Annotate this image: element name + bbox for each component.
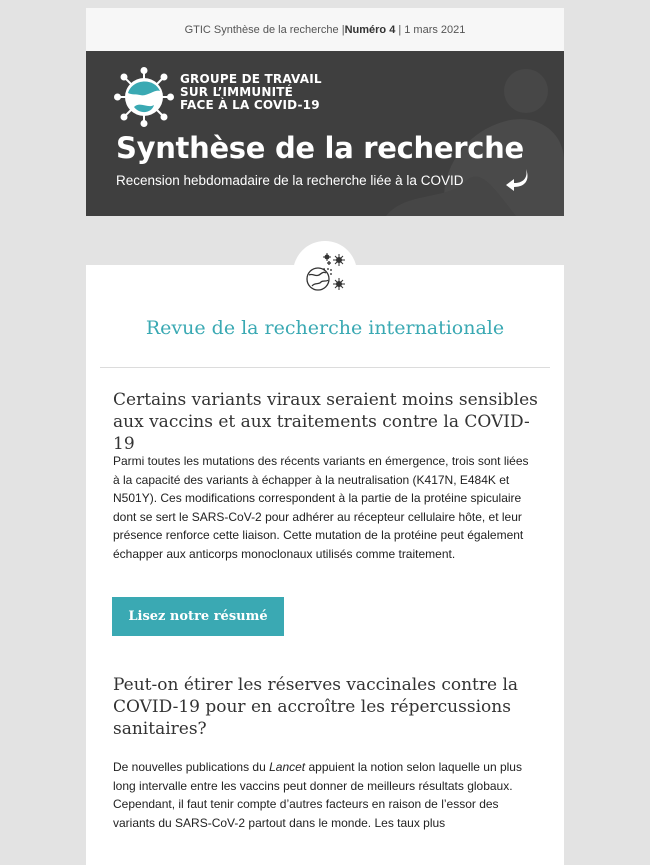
preheader <box>86 8 564 51</box>
header-banner <box>86 51 564 216</box>
article-body <box>113 758 537 832</box>
curved-arrow-icon <box>504 167 530 191</box>
section-title: Revue de la recherche internationale <box>145 317 505 339</box>
read-summary-button[interactable]: Lisez notre résumé <box>112 597 284 636</box>
article-body-text: appuient la notion selon laquelle un plus long intervalle entre les vaccins peut donner de meilleurs résultats globaux. Cependant, il faut tenir compte d’autres facteurs en raison de l’essor des variants du SARS-CoV-2 partout dans le monde. Les taux plus <box>113 760 522 830</box>
preheader-prefix: GTIC Synthèse de la recherche | <box>184 23 345 36</box>
article-body-text: De nouvelles publications du <box>113 760 270 774</box>
article-body: Parmi toutes les mutations des récents variants en émergence, trois sont liées à la capacité des variants à échapper à la neutralisation (K417N, E484K et N501Y). Ces modifications correspondent à la partie de la protéine spiculaire dont se sert le SARS-CoV-2 pour adhérer au récepteur cellulaire hôte, et leur présence renforce cette liaison. Cette mutation de la protéine peut également échapper aux anticorps monoclonaux utilisés comme traitement. <box>113 454 529 561</box>
preheader-date: | 1 mars 2021 <box>398 23 466 36</box>
banner-subtitle: Recension hebdomadaire de la recherche liée à la COVID <box>116 173 464 188</box>
content-card <box>86 265 564 865</box>
divider <box>100 367 550 368</box>
article-title: Peut-on étirer les réserves vaccinales contre la COVID-19 pour en accroître les répercussions sanitaires? <box>113 675 519 739</box>
journal-name: Lancet <box>269 760 306 774</box>
globe-virus-icon <box>301 249 349 297</box>
virus-logo-icon <box>114 67 174 127</box>
banner-title: Synthèse de la recherche <box>116 131 524 165</box>
org-name: GROUPE DE TRAVAIL SUR L’IMMUNITÉ FACE À LA COVID-19 <box>180 72 322 112</box>
section-badge <box>293 241 357 305</box>
issue-number: Numéro 4 <box>344 23 396 36</box>
article-title: Certains variants viraux seraient moins sensibles aux vaccins et aux traitements contre la COVID-19 <box>113 390 538 454</box>
